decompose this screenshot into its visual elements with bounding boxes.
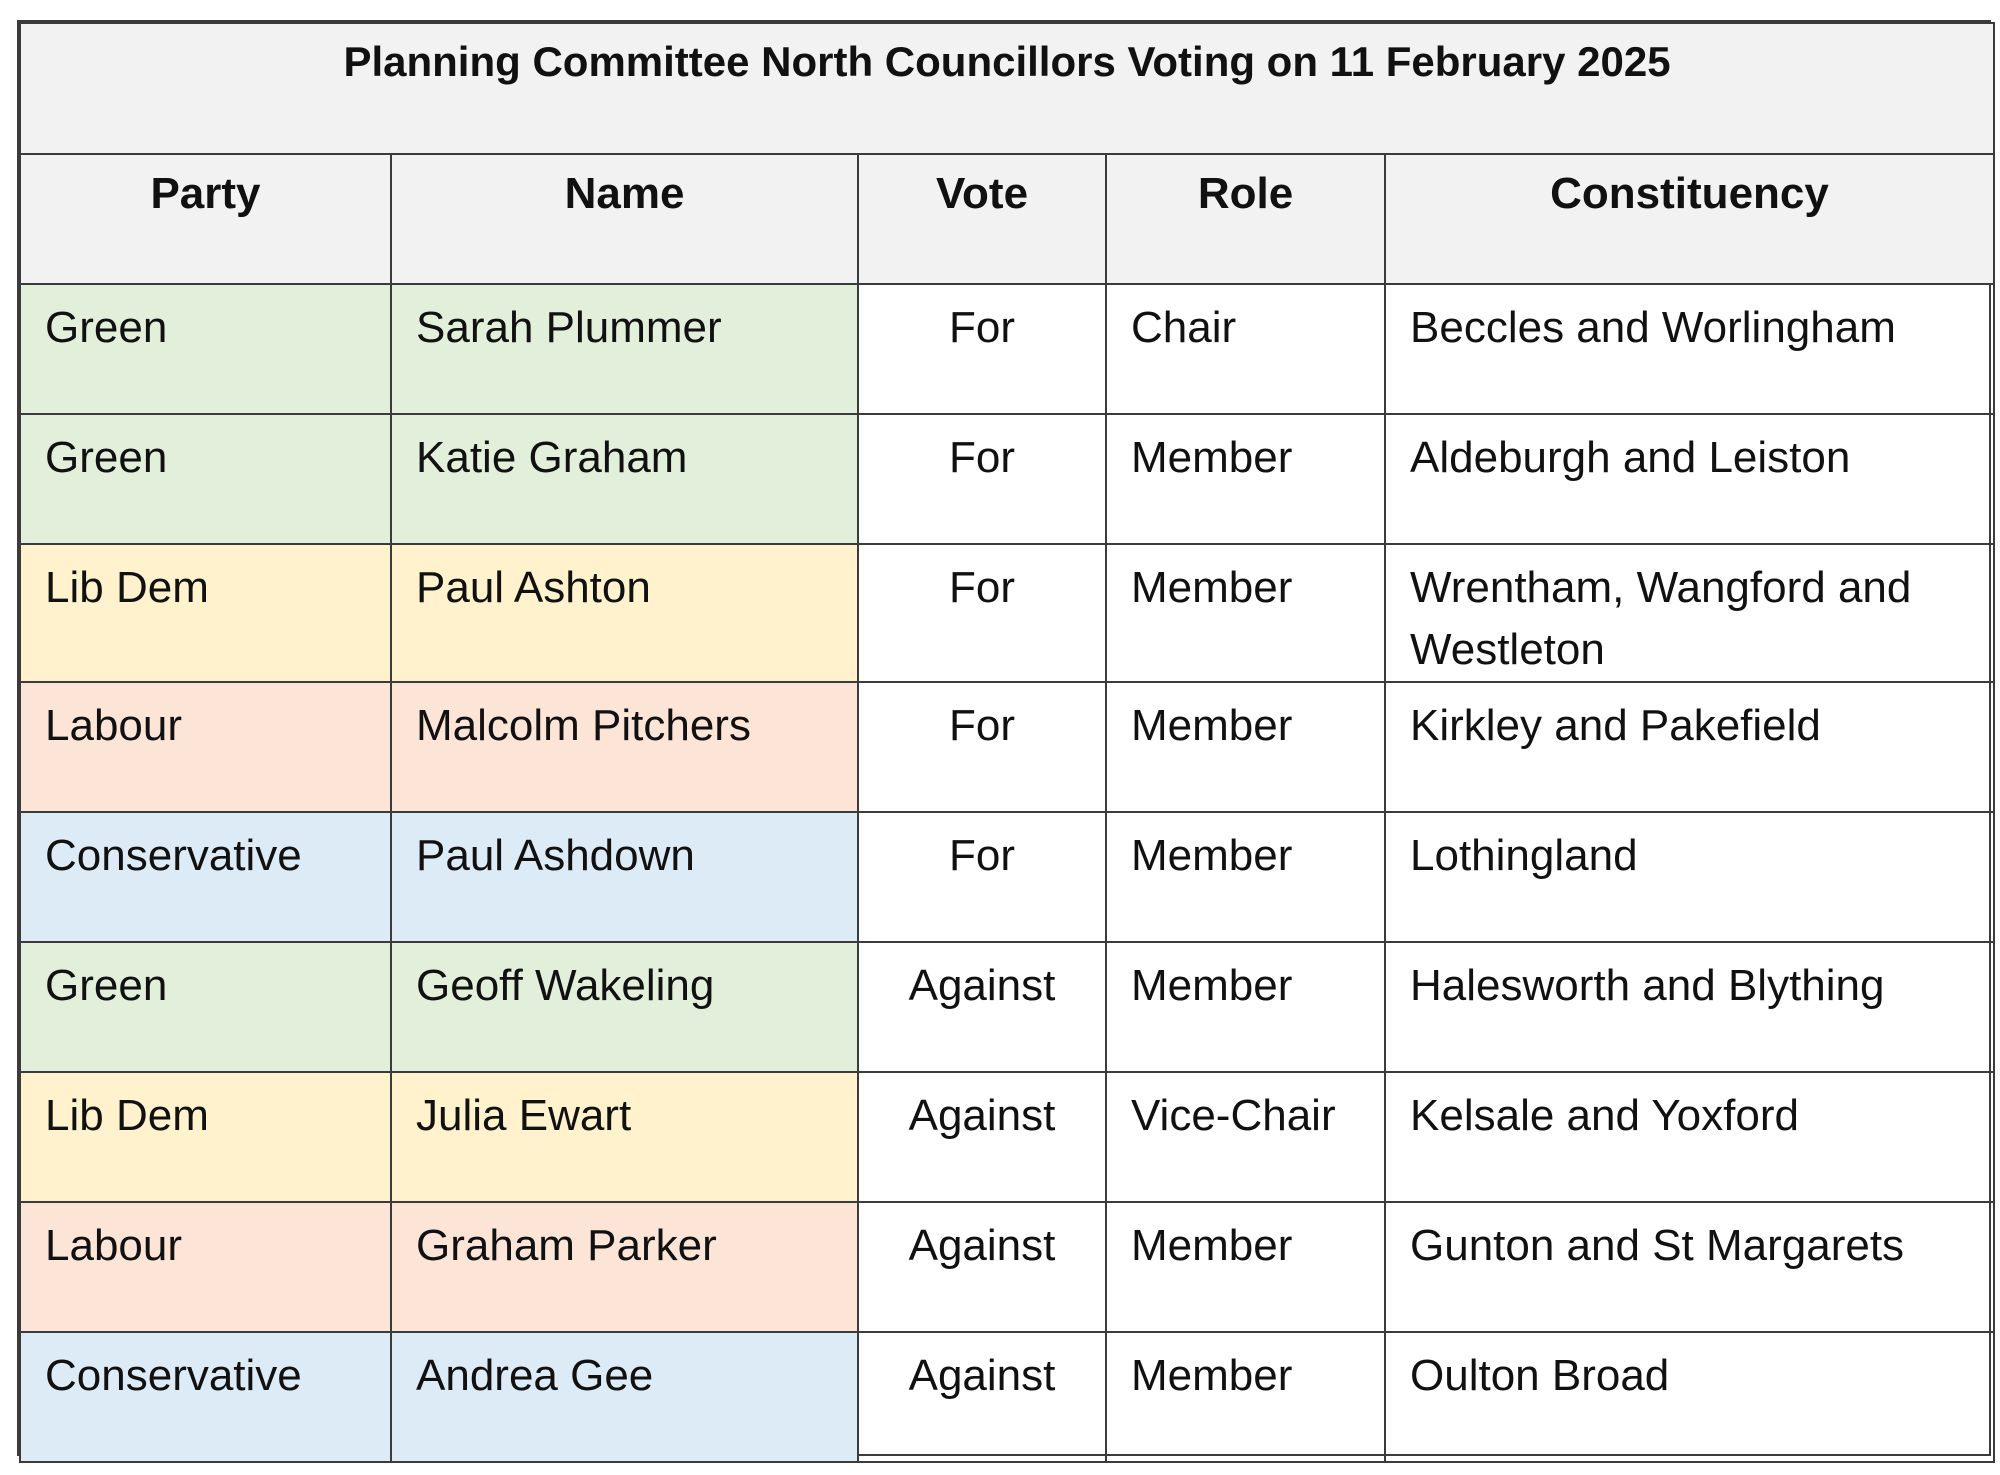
party-cell: Lib Dem [20,544,391,682]
table-row [20,284,1994,414]
vote-cell: For [858,812,1106,942]
constituency-cell: Kelsale and Yoxford [1385,1072,1994,1202]
party-cell: Labour [20,682,391,812]
table-row [20,544,1994,682]
role-cell: Vice-Chair [1106,1072,1385,1202]
party-cell: Lib Dem [20,1072,391,1202]
voting-table [19,22,1995,1463]
vote-cell: Against [858,1202,1106,1332]
name-cell: Paul Ashdown [391,812,858,942]
vote-cell: For [858,284,1106,414]
party-cell: Green [20,942,391,1072]
constituency-cell: Beccles and Worlingham [1385,284,1994,414]
party-cell: Labour [20,1202,391,1332]
party-cell: Green [20,284,391,414]
role-cell: Member [1106,1332,1385,1462]
role-cell: Member [1106,682,1385,812]
vote-cell: Against [858,1072,1106,1202]
name-cell: Andrea Gee [391,1332,858,1462]
vote-cell: For [858,682,1106,812]
column-header-role: Role [1106,154,1385,284]
table-body [20,284,1994,1462]
column-header-name: Name [391,154,858,284]
constituency-cell: Gunton and St Margarets [1385,1202,1994,1332]
voting-table-container [17,20,1991,1456]
role-cell: Member [1106,544,1385,682]
constituency-cell: Aldeburgh and Leiston [1385,414,1994,544]
role-cell: Member [1106,812,1385,942]
name-cell: Julia Ewart [391,1072,858,1202]
table-row [20,812,1994,942]
role-cell: Member [1106,414,1385,544]
table-row [20,1072,1994,1202]
constituency-cell: Oulton Broad [1385,1332,1994,1462]
table-row [20,942,1994,1072]
name-cell: Paul Ashton [391,544,858,682]
vote-cell: For [858,414,1106,544]
vote-cell: Against [858,942,1106,1072]
table-title: Planning Committee North Councillors Voting on 11 February 2025 [20,23,1994,154]
role-cell: Member [1106,942,1385,1072]
column-header-party: Party [20,154,391,284]
name-cell: Sarah Plummer [391,284,858,414]
name-cell: Katie Graham [391,414,858,544]
constituency-cell: Lothingland [1385,812,1994,942]
name-cell: Geoff Wakeling [391,942,858,1072]
table-row [20,414,1994,544]
name-cell: Graham Parker [391,1202,858,1332]
constituency-cell: Kirkley and Pakefield [1385,682,1994,812]
party-cell: Green [20,414,391,544]
role-cell: Chair [1106,284,1385,414]
title-row [20,23,1994,154]
role-cell: Member [1106,1202,1385,1332]
constituency-cell: Halesworth and Blything [1385,942,1994,1072]
table-row [20,682,1994,812]
table-row [20,1332,1994,1462]
table-row [20,1202,1994,1332]
column-header-constituency: Constituency [1385,154,1994,284]
party-cell: Conservative [20,812,391,942]
party-cell: Conservative [20,1332,391,1462]
name-cell: Malcolm Pitchers [391,682,858,812]
vote-cell: For [858,544,1106,682]
column-header-vote: Vote [858,154,1106,284]
vote-cell: Against [858,1332,1106,1462]
header-row [20,154,1994,284]
constituency-cell: Wrentham, Wangford and Westleton [1385,544,1994,682]
